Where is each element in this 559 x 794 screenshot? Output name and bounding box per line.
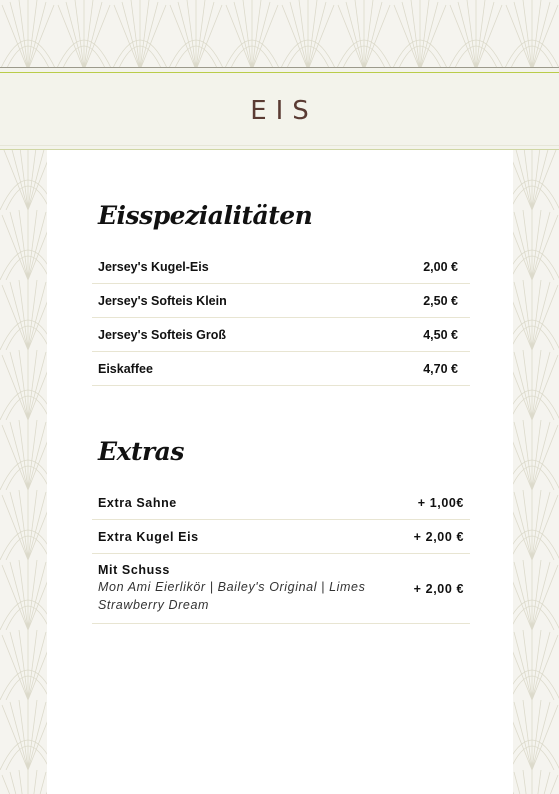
list-item xyxy=(92,520,470,554)
list-item xyxy=(92,554,470,624)
item-price: + 2,00 € xyxy=(413,581,464,596)
page-title: EIS xyxy=(250,96,318,126)
list-item xyxy=(92,352,470,386)
title-band xyxy=(0,67,559,150)
accent-line xyxy=(0,72,559,73)
section-heading-extras: Extras xyxy=(98,437,184,466)
extras-list xyxy=(92,486,470,624)
item-name: Eiskaffee xyxy=(98,361,153,376)
menu-panel xyxy=(47,150,513,794)
item-name: Mit Schuss xyxy=(98,563,170,577)
item-price: + 2,00 € xyxy=(413,529,464,544)
item-name: Jersey's Softeis Groß xyxy=(98,327,227,342)
item-name: Jersey's Softeis Klein xyxy=(98,293,227,308)
specialties-list xyxy=(92,250,470,386)
item-price: + 1,00€ xyxy=(417,495,464,510)
item-price: 4,50 € xyxy=(423,327,458,342)
item-price: 2,50 € xyxy=(423,293,458,308)
item-name-group xyxy=(98,563,388,614)
section-heading-specialties: Eisspezialitäten xyxy=(98,201,313,230)
list-item xyxy=(92,284,470,318)
list-item xyxy=(92,318,470,352)
item-description: Mon Ami Eierlikör | Bailey's Original | Limes Strawberry Dream xyxy=(98,580,366,612)
divider-line xyxy=(0,145,559,146)
item-price: 4,70 € xyxy=(423,361,458,376)
list-item xyxy=(92,486,470,520)
item-name: Jersey's Kugel-Eis xyxy=(98,259,209,274)
item-name: Extra Sahne xyxy=(98,495,177,510)
item-price: 2,00 € xyxy=(423,259,458,274)
item-name: Extra Kugel Eis xyxy=(98,529,199,544)
list-item xyxy=(92,250,470,284)
